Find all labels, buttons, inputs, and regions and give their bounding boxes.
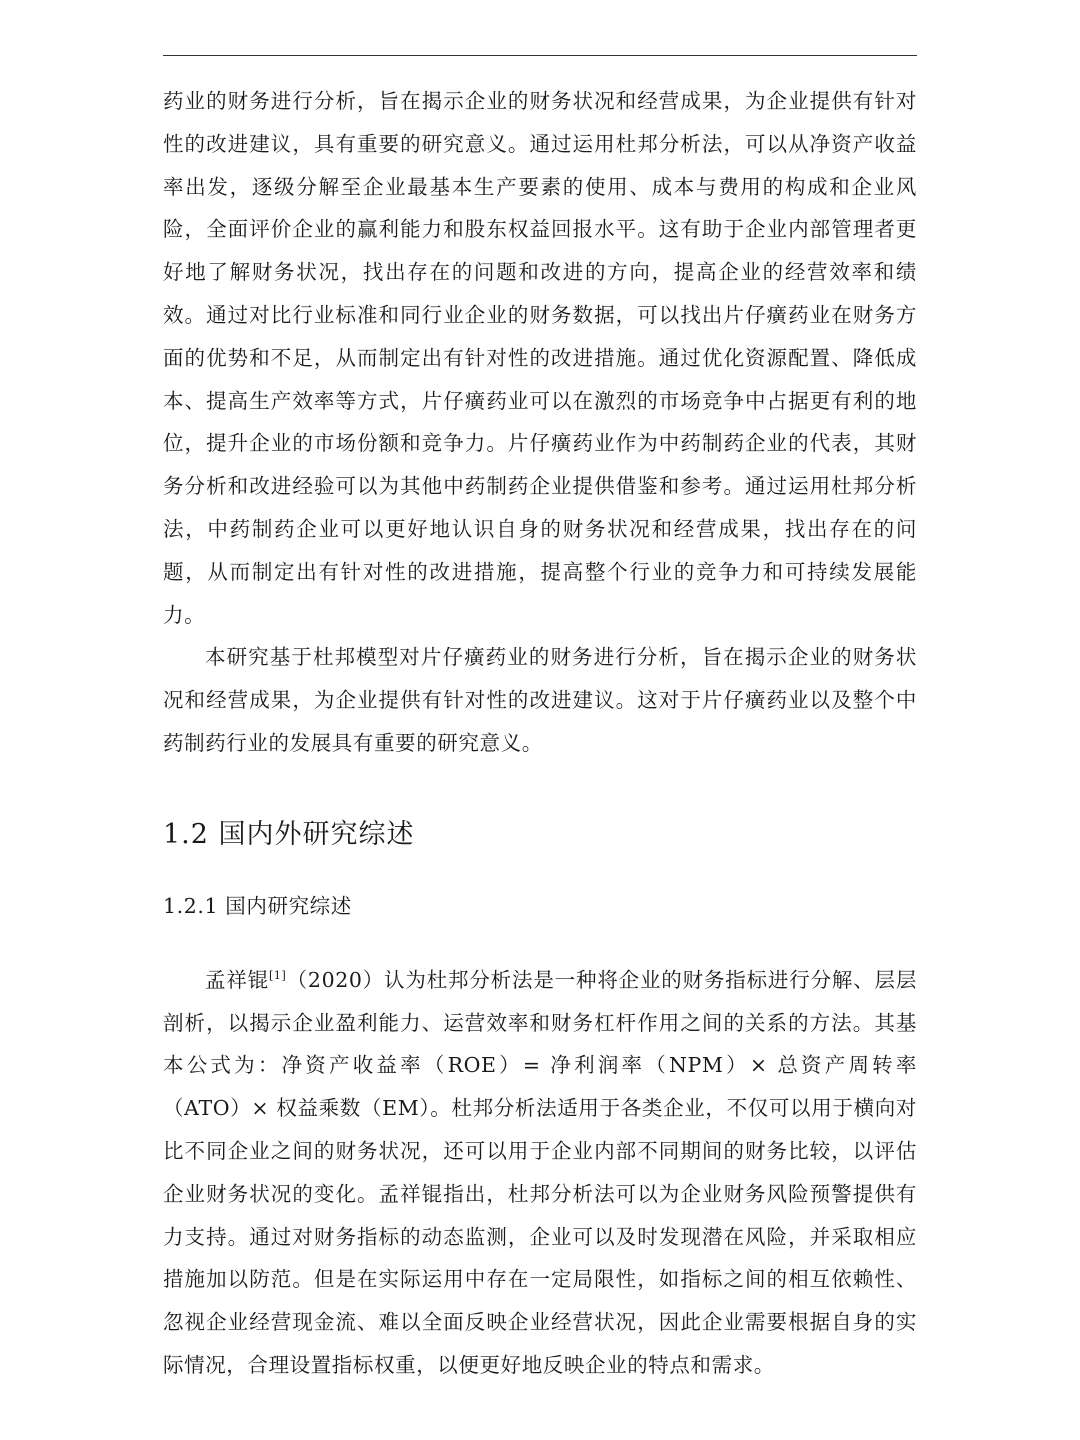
header-rule	[163, 55, 917, 56]
subsection-heading: 1.2.1 国内研究综述	[163, 893, 352, 918]
author-name: 孟祥锟	[205, 967, 269, 992]
paragraph-3-text: （2020）认为杜邦分析法是一种将企业的财务指标进行分解、层层剖析，以揭示企业盈利能力、运营效率和财务杠杆作用之间的关系的方法。其基本公式为：净资产收益率（ROE）= 净利润率（NPM）× 总资产周转率（ATO）× 权益乘数（EM）。杜邦分析法适用于各类企业，不仅可以用于横向对比不同企业之间的财务状况，还可以用于企业内部不同期间的财务比较，以评估企业财务状况的变化。孟祥锟指出，杜邦分析法可以为企业财务风险预警提供有力支持。通过对财务指标的动态监测，企业可以及时发现潜在风险，并采取相应措施加以防范。但是在实际运用中存在一定局限性，如指标之间的相互依赖性、忽视企业经营现金流、难以全面反映企业经营状况，因此企业需要根据自身的实际情况，合理设置指标权重，以便更好地反映企业的特点和需求。	[163, 967, 917, 1377]
body-paragraph-1: 药业的财务进行分析，旨在揭示企业的财务状况和经营成果，为企业提供有针对性的改进建议，具有重要的研究意义。通过运用杜邦分析法，可以从净资产收益率出发，逐级分解至企业最基本生产要素的使用、成本与费用的构成和企业风险，全面评价企业的赢利能力和股东权益回报水平。这有助于企业内部管理者更好地了解财务状况，找出存在的问题和改进的方向，提高企业的经营效率和绩效。通过对比行业标准和同行业企业的财务数据，可以找出片仔癀药业在财务方面的优势和不足，从而制定出有针对性的改进措施。通过优化资源配置、降低成本、提高生产效率等方式，片仔癀药业可以在激烈的市场竞争中占据更有利的地位，提升企业的市场份额和竞争力。片仔癀药业作为中药制药企业的代表，其财务分析和改进经验可以为其他中药制药企业提供借鉴和参考。通过运用杜邦分析法，中药制药企业可以更好地认识自身的财务状况和经营成果，找出存在的问题，从而制定出有针对性的改进措施，提高整个行业的竞争力和可持续发展能力。	[163, 89, 917, 627]
body-paragraph-2: 本研究基于杜邦模型对片仔癀药业的财务进行分析，旨在揭示企业的财务状况和经营成果，为企业提供有针对性的改进建议。这对于片仔癀药业以及整个中药制药行业的发展具有重要的研究意义。	[163, 645, 917, 755]
page-body	[163, 80, 917, 1387]
citation-marker[interactable]: [1]	[268, 968, 287, 982]
body-paragraph-3	[163, 959, 917, 1387]
section-heading: 1.2 国内外研究综述	[163, 818, 415, 850]
